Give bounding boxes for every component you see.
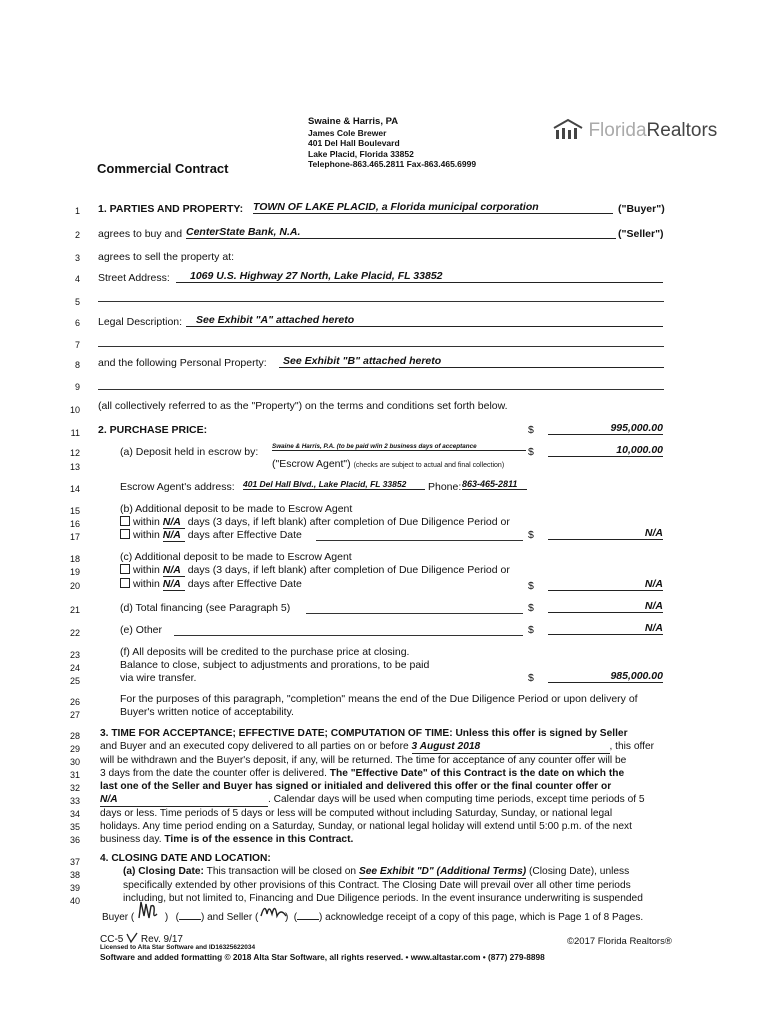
balance-to-close: Balance to close, subject to adjustments and prorations, to be paid	[120, 659, 430, 671]
logo-word-florida: Florida	[588, 120, 647, 141]
line-number: 3	[74, 253, 80, 263]
line-number: 9	[74, 382, 80, 392]
c-option-2	[120, 578, 302, 591]
escrow-phone-value: 863-465-2811	[462, 479, 527, 490]
florida-realtors-logo	[552, 118, 717, 142]
section-3-text: business day.	[100, 834, 162, 845]
street-address-label: Street Address:	[98, 272, 170, 284]
line-number: 30	[69, 757, 80, 767]
line-number: 11	[70, 428, 80, 438]
line-number: 4	[74, 274, 80, 284]
line-number: 10	[69, 405, 80, 415]
line-number: 25	[69, 676, 80, 686]
line-number: 6	[74, 318, 80, 328]
fill-line	[174, 635, 523, 636]
effective-date-definition: The "Effective Date" of this Contract is the date on which the	[329, 768, 625, 779]
blank-line-5	[98, 301, 664, 302]
copyright: ©2017 Florida Realtors®	[567, 936, 672, 947]
personal-property-label: and the following Personal Property:	[98, 357, 267, 369]
section-4-text: including, but not limited to, Financing and Due Diligence periods. In the event insurance underwriting is suspended	[123, 893, 643, 904]
effective-date-definition: last one of the Seller and Buyer has signed or initialed and delivered this offer or the final counter offer or	[100, 781, 612, 792]
deposits-credited: (f) All deposits will be credited to the purchase price at closing.	[120, 646, 410, 658]
firm-block	[308, 117, 476, 170]
line-number: 15	[69, 506, 80, 516]
buyer-name: TOWN OF LAKE PLACID, a Florida municipal corporation	[253, 201, 613, 214]
escrow-agent-text: ("Escrow Agent")	[272, 458, 351, 470]
days-value: N/A	[163, 516, 185, 529]
license-note: Licensed to Alta Star Software and ID16325622034	[100, 944, 256, 951]
initials-line: Buyer ( ) ( ) and Seller ( ) ( ) acknowledge receipt of a copy of this page, which is Page 1 of 8 Pages.	[102, 912, 643, 923]
line-number: 16	[69, 519, 80, 529]
line-number: 5	[74, 297, 80, 307]
section-3-text: . Calendar days will be used when computing time periods, except time periods of 5	[268, 794, 645, 805]
checkbox[interactable]	[120, 564, 130, 574]
escrow-address-label: Escrow Agent's address:	[120, 481, 235, 493]
line-number: 32	[69, 783, 80, 793]
firm-phone: Telephone-863.465.2811 Fax-863.465.6999	[308, 159, 477, 169]
line-number: 35	[69, 822, 80, 832]
days-text: days after Effective Date	[187, 529, 302, 541]
firm-agent: James Cole Brewer	[308, 127, 387, 138]
counter-offer-value: N/A	[100, 793, 268, 807]
software-credit: Software and added formatting © 2018 Alta Star Software, all rights reserved. • www.altastar.com • (877) 279-8898	[100, 952, 545, 962]
within-label: within	[133, 516, 160, 528]
financing-amount: N/A	[548, 600, 663, 613]
checks-note: (checks are subject to actual and final collection)	[353, 462, 505, 469]
line-number: 2	[74, 230, 80, 240]
days-text: days (3 days, if left blank) after completion of Due Diligence Period or	[187, 516, 510, 528]
checkbox[interactable]	[120, 516, 130, 526]
line-number: 19	[69, 567, 80, 577]
escrow-holder-value: Swaine & Harris, P.A. (to be paid w/in 2 business days of acceptance	[272, 443, 526, 451]
buyer-label: Buyer	[102, 912, 129, 923]
completion-definition-2: Buyer's written notice of acceptability.	[120, 706, 294, 718]
line-number: 37	[69, 857, 80, 867]
total-financing-label: (d) Total financing (see Paragraph 5)	[120, 602, 291, 614]
line-number: 38	[69, 870, 80, 880]
time-essence: Time is of the essence in this Contract.	[164, 834, 354, 845]
agrees-to-sell: agrees to sell the property at:	[98, 251, 234, 263]
balance-amount: 985,000.00	[548, 670, 663, 683]
legal-description-value: See Exhibit "A" attached hereto	[186, 314, 663, 327]
line-number: 13	[69, 462, 80, 472]
line-number: 24	[69, 663, 80, 673]
c-option-1	[120, 564, 510, 577]
street-address-value: 1069 U.S. Highway 27 North, Lake Placid, FL 33852	[176, 270, 663, 283]
line-number: 22	[69, 628, 80, 638]
escrow-agent-tag	[272, 458, 504, 470]
line-number: 34	[69, 809, 80, 819]
fill-line	[316, 540, 523, 541]
check-mark-icon	[126, 932, 138, 944]
seller-initials-box[interactable]: ( )	[255, 912, 291, 923]
line-number: 8	[74, 360, 80, 370]
firm-street: 401 Del Hall Boulevard	[308, 138, 400, 148]
dollar-sign: $	[528, 446, 534, 458]
buyer-tag: ("Buyer")	[618, 203, 665, 215]
days-value: N/A	[163, 578, 185, 591]
form-number: CC-5	[100, 934, 124, 945]
section-4-text: specifically extended by other provisions of this Contract. The Closing Date will prevail over all other time periods	[123, 880, 631, 891]
personal-property-value: See Exhibit "B" attached hereto	[279, 355, 664, 368]
section-3-text: holidays. Any time period ending on a Saturday, Sunday, or national legal holiday will extend until 5:00 p.m. of the next	[100, 821, 632, 832]
form-revision: Rev. 9/17	[140, 934, 183, 945]
line-number: 17	[69, 532, 80, 542]
firm-city: Lake Placid, Florida 33852	[308, 148, 414, 159]
section-4-text: (Closing Date), unless	[529, 866, 630, 877]
line-number: 1	[74, 206, 80, 216]
line-number: 12	[69, 448, 80, 458]
dollar-sign: $	[528, 580, 534, 592]
dollar-sign: $	[528, 672, 534, 684]
other-label: (e) Other	[120, 624, 163, 636]
line-number: 36	[69, 835, 80, 845]
closing-date-value: See Exhibit "D" (Additional Terms)	[358, 866, 527, 877]
agrees-to-buy: agrees to buy and	[98, 228, 183, 240]
seller-initials-2[interactable]	[297, 919, 319, 920]
days-value: N/A	[163, 529, 185, 542]
phone-label: Phone:	[428, 481, 462, 493]
section-4-heading: 4. CLOSING DATE AND LOCATION:	[100, 853, 271, 864]
legal-description-label: Legal Description:	[98, 316, 183, 328]
line-number: 39	[69, 883, 80, 893]
purchase-price-heading: 2. PURCHASE PRICE:	[98, 424, 208, 436]
checkbox[interactable]	[120, 529, 130, 539]
purchase-price-amount: 995,000.00	[548, 422, 663, 435]
closing-date-label: (a) Closing Date:	[123, 866, 204, 877]
seller-tag: ("Seller")	[618, 228, 664, 240]
dollar-sign: $	[528, 602, 534, 614]
section-3-text: will be withdrawn and the Buyer's deposit, if any, will be returned. The time for acceptance of any counter offer will be	[100, 755, 627, 766]
days-text: days after Effective Date	[187, 578, 302, 590]
property-definition: (all collectively referred to as the "Property") on the terms and conditions set forth below.	[98, 400, 508, 412]
additional-deposit-b: (b) Additional deposit to be made to Escrow Agent	[120, 503, 353, 515]
line-number: 33	[69, 796, 80, 806]
dollar-sign: $	[528, 529, 534, 541]
blank-line-9	[98, 389, 664, 390]
line-number: 26	[69, 697, 80, 707]
dollar-sign: $	[528, 624, 534, 636]
additional-deposit-c: (c) Additional deposit to be made to Escrow Agent	[120, 551, 352, 563]
line-number: 14	[69, 484, 80, 494]
other-amount: N/A	[548, 622, 663, 635]
house-icon	[552, 118, 584, 140]
days-value: N/A	[163, 564, 185, 577]
deposit-amount: 10,000.00	[548, 444, 663, 457]
buyer-initials-2[interactable]	[179, 919, 201, 920]
b-amount: N/A	[548, 527, 663, 540]
blank-line-7	[98, 346, 664, 347]
section-3-text: Unless this offer is signed by Seller	[455, 728, 628, 739]
section-3-text: 3 days from the date the counter offer is delivered.	[100, 768, 327, 779]
page-title: Commercial Contract	[97, 161, 229, 176]
line-number: 20	[69, 581, 80, 591]
closing-date-section	[100, 852, 680, 905]
line-number: 21	[69, 605, 80, 615]
line-number: 7	[74, 340, 80, 350]
handwritten-initials-icon	[137, 898, 161, 922]
line-number: 28	[69, 731, 80, 741]
b-option-1	[120, 516, 510, 529]
section-3-text: days or less. Time periods of 5 days or less will be computed without including Saturday, Sunday, or national legal	[100, 808, 613, 819]
seller-label: and Seller	[207, 912, 253, 923]
b-option-2	[120, 529, 302, 542]
logo-word-realtors: Realtors	[646, 120, 718, 141]
firm-name: Swaine & Harris, PA	[308, 116, 399, 127]
buyer-initials-box[interactable]: ( )	[131, 912, 173, 923]
line-number: 29	[69, 744, 80, 754]
fill-line	[306, 613, 523, 614]
line-number: 23	[69, 650, 80, 660]
within-label: within	[133, 578, 160, 590]
days-text: days (3 days, if left blank) after completion of Due Diligence Period or	[187, 564, 510, 576]
acceptance-date: 3 August 2018	[412, 740, 610, 754]
receipt-acknowledgement: acknowledge receipt of a copy of this page, which is Page 1 of 8 Pages.	[325, 912, 644, 923]
within-label: within	[133, 529, 160, 541]
within-label: within	[133, 564, 160, 576]
seller-name: CenterState Bank, N.A.	[186, 226, 616, 239]
section-3-heading: 3. TIME FOR ACCEPTANCE; EFFECTIVE DATE; COMPUTATION OF TIME:	[100, 728, 453, 739]
completion-definition-1: For the purposes of this paragraph, "completion" means the end of the Due Diligence Period or upon delivery of	[120, 693, 638, 705]
deposit-label: (a) Deposit held in escrow by:	[120, 446, 259, 458]
section-3-text: and Buyer and an executed copy delivered to all parties on or before	[100, 741, 409, 752]
c-amount: N/A	[548, 578, 663, 591]
dollar-sign: $	[528, 424, 534, 436]
line-number: 27	[69, 710, 80, 720]
time-for-acceptance-section	[100, 727, 680, 846]
section-3-text: , this offer	[609, 741, 655, 752]
wire-transfer: via wire transfer.	[120, 672, 197, 684]
section-4-text: This transaction will be closed on	[206, 866, 357, 877]
parties-heading: 1. PARTIES AND PROPERTY:	[98, 203, 244, 215]
escrow-address-value: 401 Del Hall Blvd., Lake Placid, FL 33852	[243, 479, 425, 490]
line-number: 31	[69, 770, 80, 780]
line-number: 40	[69, 896, 80, 906]
checkbox[interactable]	[120, 578, 130, 588]
line-number: 18	[69, 554, 80, 564]
